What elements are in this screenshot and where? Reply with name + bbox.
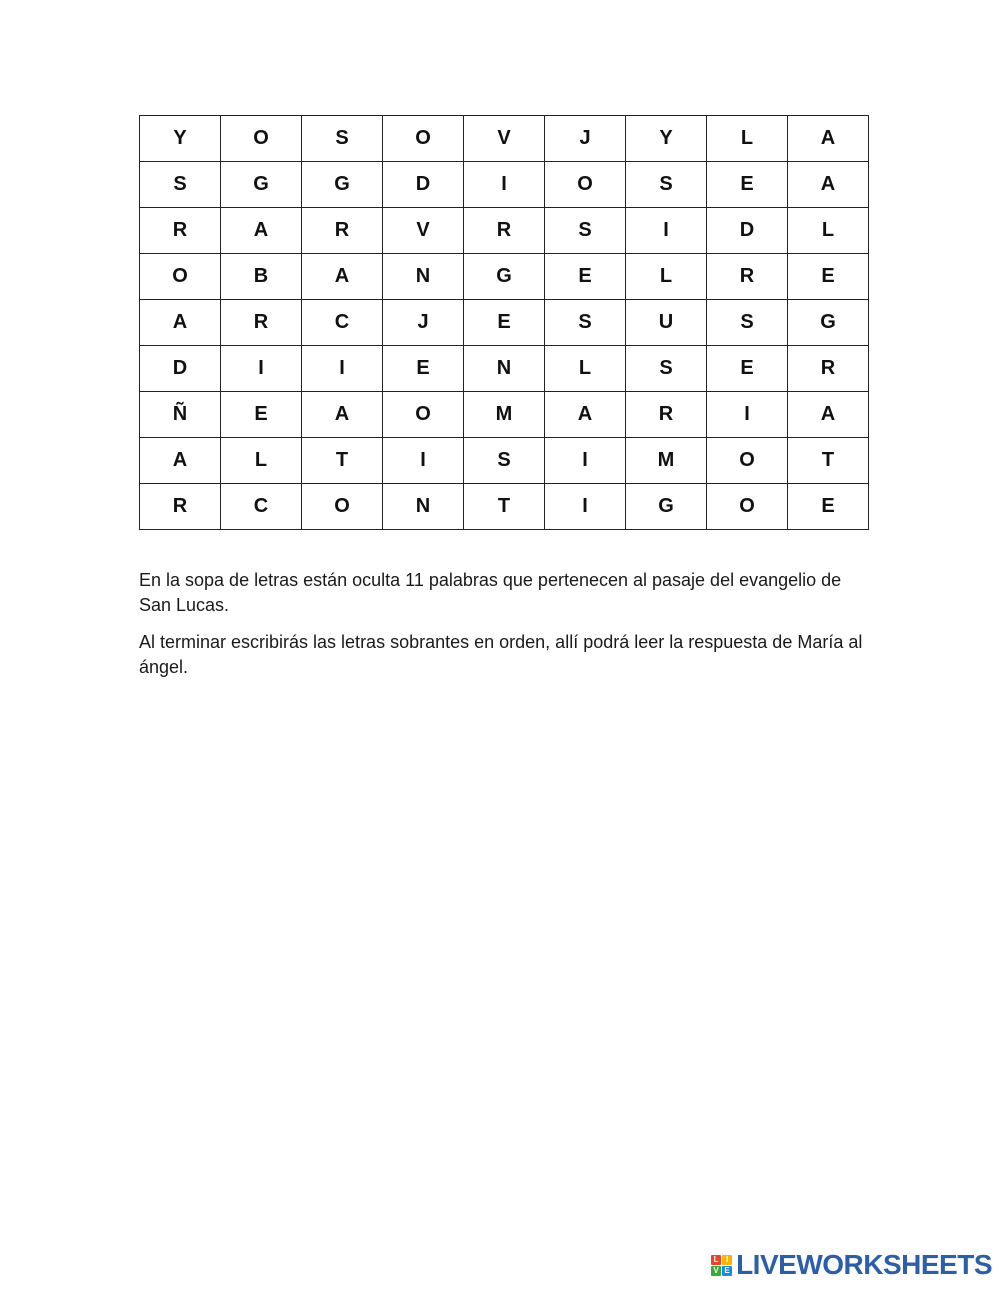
grid-cell-letter: G xyxy=(464,254,545,300)
grid-cell-letter: R xyxy=(302,208,383,254)
grid-cell-letter: S xyxy=(626,346,707,392)
grid-cell-letter: O xyxy=(707,484,788,530)
word-search-grid xyxy=(139,115,869,530)
grid-cell-letter: Y xyxy=(140,116,221,162)
grid-cell-letter: S xyxy=(302,116,383,162)
grid-cell-letter: T xyxy=(464,484,545,530)
grid-cell-letter: A xyxy=(302,254,383,300)
grid-cell-letter: I xyxy=(707,392,788,438)
instructions-paragraph-1: En la sopa de letras están oculta 11 palabras que pertenecen al pasaje del evangelio de San Lucas. xyxy=(139,570,842,615)
grid-cell-letter: D xyxy=(383,162,464,208)
grid-cell-letter: T xyxy=(302,438,383,484)
grid-cell-letter: E xyxy=(545,254,626,300)
grid-cell-letter: A xyxy=(788,162,869,208)
grid-row xyxy=(140,484,869,530)
grid-cell-letter: G xyxy=(626,484,707,530)
grid-cell-letter: Ñ xyxy=(140,392,221,438)
grid-cell-letter: I xyxy=(383,438,464,484)
grid-cell-letter: N xyxy=(383,484,464,530)
logo-mark-letter: E xyxy=(722,1266,732,1276)
grid-cell-letter: G xyxy=(221,162,302,208)
grid-cell-letter: I xyxy=(221,346,302,392)
grid-cell-letter: C xyxy=(221,484,302,530)
grid-cell-letter: I xyxy=(464,162,545,208)
grid-cell-letter: E xyxy=(788,484,869,530)
grid-cell-letter: O xyxy=(545,162,626,208)
word-search-body xyxy=(140,116,869,530)
grid-cell-letter: J xyxy=(383,300,464,346)
grid-cell-letter: I xyxy=(545,484,626,530)
grid-cell-letter: I xyxy=(626,208,707,254)
grid-cell-letter: N xyxy=(464,346,545,392)
grid-cell-letter: Y xyxy=(626,116,707,162)
grid-cell-letter: E xyxy=(221,392,302,438)
grid-cell-letter: V xyxy=(383,208,464,254)
liveworksheets-logo-text: LIVEWORKSHEETS xyxy=(736,1249,992,1280)
grid-cell-letter: L xyxy=(626,254,707,300)
grid-cell-letter: A xyxy=(788,116,869,162)
grid-cell-letter: C xyxy=(302,300,383,346)
grid-cell-letter: O xyxy=(383,116,464,162)
grid-cell-letter: O xyxy=(383,392,464,438)
grid-cell-letter: U xyxy=(626,300,707,346)
grid-cell-letter: A xyxy=(140,438,221,484)
grid-cell-letter: E xyxy=(383,346,464,392)
grid-cell-letter: S xyxy=(707,300,788,346)
grid-row xyxy=(140,162,869,208)
grid-cell-letter: S xyxy=(626,162,707,208)
grid-cell-letter: O xyxy=(221,116,302,162)
grid-cell-letter: A xyxy=(140,300,221,346)
grid-cell-letter: I xyxy=(302,346,383,392)
logo-mark-letter: V xyxy=(711,1266,721,1276)
grid-cell-letter: R xyxy=(788,346,869,392)
grid-cell-letter: A xyxy=(545,392,626,438)
instructions-paragraph-2: Al terminar escribirás las letras sobrantes en orden, allí podrá leer la respuesta de María al ángel. xyxy=(139,632,863,677)
grid-cell-letter: A xyxy=(221,208,302,254)
grid-cell-letter: E xyxy=(707,162,788,208)
grid-cell-letter: S xyxy=(464,438,545,484)
grid-cell-letter: O xyxy=(140,254,221,300)
grid-cell-letter: E xyxy=(788,254,869,300)
grid-cell-letter: N xyxy=(383,254,464,300)
grid-cell-letter: V xyxy=(464,116,545,162)
grid-cell-letter: R xyxy=(221,300,302,346)
grid-cell-letter: B xyxy=(221,254,302,300)
grid-row xyxy=(140,300,869,346)
grid-cell-letter: L xyxy=(788,208,869,254)
grid-row xyxy=(140,346,869,392)
logo-mark-letter: I xyxy=(722,1255,732,1265)
grid-cell-letter: O xyxy=(707,438,788,484)
grid-cell-letter: R xyxy=(626,392,707,438)
grid-cell-letter: A xyxy=(788,392,869,438)
grid-cell-letter: T xyxy=(788,438,869,484)
grid-cell-letter: L xyxy=(707,116,788,162)
grid-row xyxy=(140,208,869,254)
grid-cell-letter: R xyxy=(140,484,221,530)
liveworksheets-logo xyxy=(711,1249,992,1281)
grid-cell-letter: D xyxy=(140,346,221,392)
grid-cell-letter: M xyxy=(626,438,707,484)
grid-cell-letter: R xyxy=(140,208,221,254)
grid-cell-letter: G xyxy=(302,162,383,208)
grid-cell-letter: A xyxy=(302,392,383,438)
grid-cell-letter: G xyxy=(788,300,869,346)
grid-cell-letter: R xyxy=(707,254,788,300)
grid-cell-letter: R xyxy=(464,208,545,254)
grid-cell-letter: D xyxy=(707,208,788,254)
grid-cell-letter: L xyxy=(221,438,302,484)
grid-cell-letter: S xyxy=(545,300,626,346)
grid-row xyxy=(140,392,869,438)
grid-row xyxy=(140,438,869,484)
grid-cell-letter: I xyxy=(545,438,626,484)
grid-cell-letter: S xyxy=(140,162,221,208)
grid-cell-letter: J xyxy=(545,116,626,162)
grid-cell-letter: E xyxy=(707,346,788,392)
grid-cell-letter: M xyxy=(464,392,545,438)
grid-cell-letter: S xyxy=(545,208,626,254)
logo-mark-letter: L xyxy=(711,1255,721,1265)
grid-cell-letter: L xyxy=(545,346,626,392)
liveworksheets-logo-icon xyxy=(711,1255,732,1276)
grid-cell-letter: O xyxy=(302,484,383,530)
grid-row xyxy=(140,116,869,162)
grid-row xyxy=(140,254,869,300)
grid-cell-letter: E xyxy=(464,300,545,346)
